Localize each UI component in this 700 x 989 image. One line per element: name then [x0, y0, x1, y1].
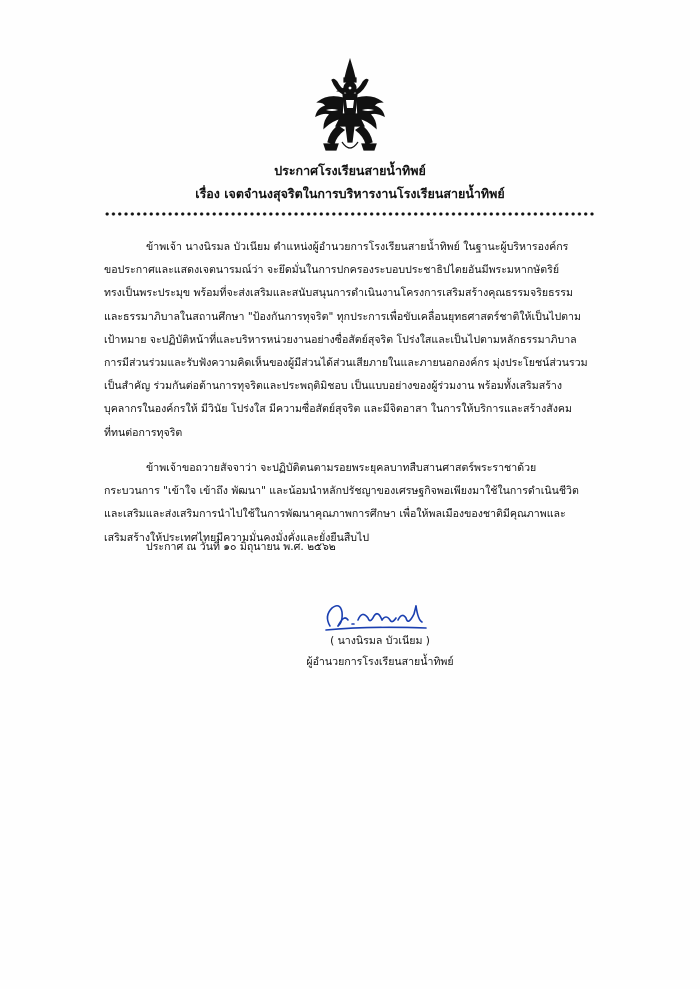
- announcement-date: ประกาศ ณ วันที่ ๑๐ มิถุนายน พ.ศ. ๒๕๖๒: [146, 541, 336, 553]
- body-paragraph-2: [104, 457, 597, 550]
- body-paragraph-1: [104, 236, 597, 445]
- paragraph-line: เป็นสำคัญ ร่วมกันต่อต้านการทุจริตและประพฤติมิชอบ เป็นแบบอย่างของผู้ร่วมงาน พร้อมทั้งเสริมสร้าง: [104, 380, 563, 393]
- announcement-subject: เรื่อง เจตจำนงสุจริตในการบริหารงานโรงเรียนสายน้ำทิพย์: [195, 186, 505, 201]
- paragraph-line: ที่ทนต่อการทุจริต: [104, 426, 183, 439]
- paragraph-line: และธรรมาภิบาลในสถานศึกษา "ป้องกันการทุจริต" ทุกประการเพื่อขับเคลื่อนยุทธศาสตร์ชาติให้เป็นไปตาม: [104, 310, 581, 323]
- paragraph-line: เสริมสร้างให้ประเทศไทยมีความมั่นคงมั่งคั่งและยั่งยืนสืบไป: [104, 531, 370, 544]
- paragraph-line: ข้าพเจ้าขอถวายสัจจาว่า จะปฏิบัติตนตามรอยพระยุคลบาทสืบสานศาสตร์พระราชาด้วย: [146, 462, 537, 474]
- handwritten-signature: [318, 596, 438, 636]
- dotted-divider: [104, 211, 596, 217]
- paragraph-line: และเสริมและส่งเสริมการนำไปใช้ในการพัฒนาคุณภาพการศึกษา เพื่อให้พลเมืองของชาติมีคุณภาพและ: [104, 508, 566, 521]
- paragraph-line: กระบวนการ "เข้าใจ เข้าถึง พัฒนา" และน้อมนำหลักปรัชญาของเศรษฐกิจพอเพียงมาใช้ในการดำเนินชีวิต: [104, 485, 579, 498]
- paragraph-line: การมีส่วนร่วมและรับฟังความคิดเห็นของผู้มีส่วนได้ส่วนเสียภายในและภายนอกองค์กร มุ่งประโยชน์ส่วนรวม: [104, 356, 588, 369]
- paragraph-line: ทรงเป็นพระประมุข พร้อมที่จะส่งเสริมและสนับสนุนการดำเนินงานโครงการเสริมสร้างคุณธรรมจริยธรรม: [104, 287, 573, 300]
- paragraph-line: เป้าหมาย จะปฏิบัติหน้าที่และบริหารหน่วยงานอย่างซื่อสัตย์สุจริต โปร่งใสและเป็นไปตามหลักธรรมาภิบาล: [104, 333, 577, 346]
- announcement-title: ประกาศโรงเรียนสายน้ำทิพย์: [274, 163, 426, 178]
- garuda-emblem-icon: [312, 58, 388, 158]
- paragraph-line: ขอประกาศและแสดงเจตนารมณ์ว่า จะยึดมั่นในการปกครองระบอบประชาธิปไตยอันมีพระมหากษัตริย์: [104, 264, 560, 277]
- paragraph-line: บุคลากรในองค์กรให้ มีวินัย โปร่งใส มีความซื่อสัตย์สุจริต และมีจิตอาสา ในการให้บริการและสร้างสังคม: [104, 403, 572, 416]
- paragraph-line: ข้าพเจ้า นางนิรมล บัวเนียม ตำแหน่งผู้อำนวยการโรงเรียนสายน้ำทิพย์ ในฐานะผู้บริหารองค์กร: [146, 241, 569, 253]
- signer-position: ผู้อำนวยการโรงเรียนสายน้ำทิพย์: [306, 656, 454, 668]
- signer-name: ( นางนิรมล บัวเนียม ): [330, 635, 430, 647]
